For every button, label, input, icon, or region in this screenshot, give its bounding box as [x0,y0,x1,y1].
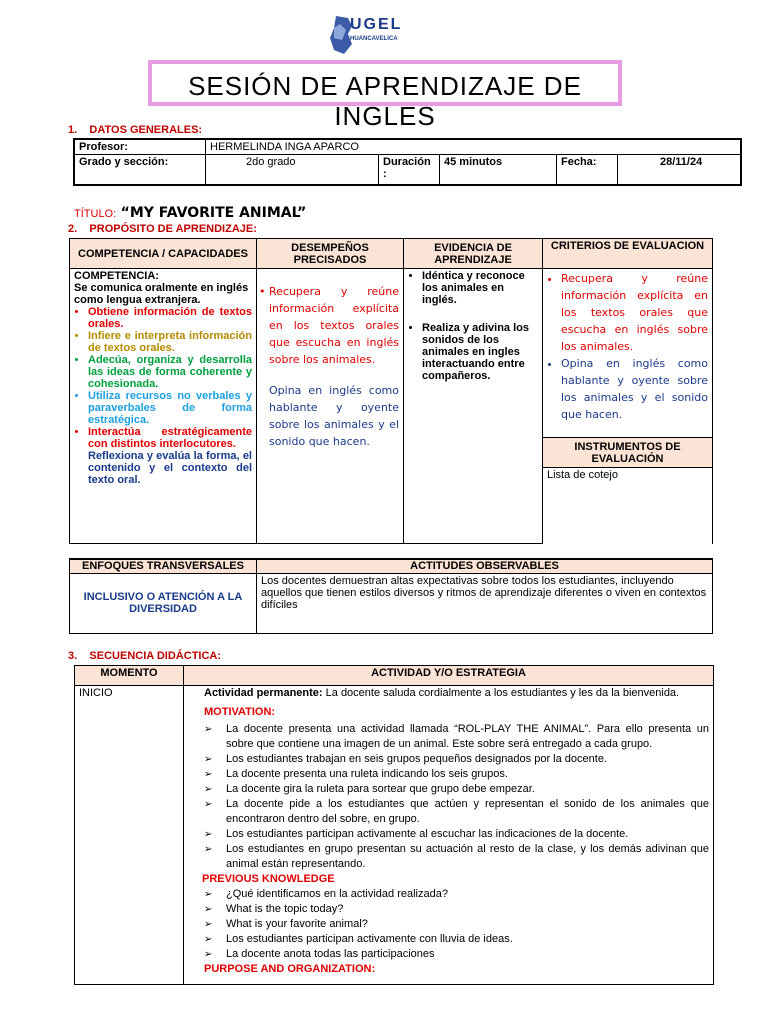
duracion-label: Duración : [379,155,440,185]
criterio-item: • Recupera y reúne información explícita en los textos orales que escucha en inglés sobre los animales. [561,270,708,355]
capacidades-list [74,306,252,450]
motivation-item: ➢ La docente pide a los estudiantes que actúen y representan el sonido de los animales que encontraron dentro del sobre, en grupo. [204,798,709,825]
header-instrumentos: INSTRUMENTOS DE EVALUACIÓN [543,438,713,468]
previous-item: ➢ La docente anota todas las participaciones [204,948,435,960]
grado-value: 2do grado [206,155,379,185]
actitud-value: Los docentes demuestran altas expectativas sobre todos los estudiantes, incluyendo aquellos que tienen estilos diversos y ritmos de aprendizaje diferentes o viven en contextos difíciles [257,573,713,633]
instrumentos-value: Lista de cotejo [543,468,713,544]
heading-text: DATOS GENERALES: [89,124,203,136]
criterios-cell [543,269,713,438]
section-proposito-heading [68,223,257,235]
header-actitudes: ACTITUDES OBSERVABLES [257,559,713,573]
previous-label: PREVIOUS KNOWLEDGE [202,873,335,885]
evidencia-item: • Realiza y adivina los sonidos de los animales en ingles interactuando entre compañeros. [422,322,538,382]
previous-item: ➢ ¿Qué identificamos en la actividad realizada? [204,888,448,900]
motivation-item: ➢ Los estudiantes trabajan en seis grupos pequeños designados por la docente. [204,753,607,765]
section-datos-heading [68,124,202,136]
capacidad-item: • Adecúa, organiza y desarrolla las ideas de forma coherente y cohesionada. [88,354,252,390]
title-box [148,60,622,131]
evidencia-item: • Idéntica y reconoce los animales en inglés. [422,270,538,306]
arrow-icon: ➢ [204,904,213,915]
capacidad-item: • Interactúa estratégicamente con distintos interlocutores. [88,426,252,450]
arrow-icon: ➢ [204,844,213,855]
enfoque-value: INCLUSIVO O ATENCIÓN A LA DIVERSIDAD [70,573,257,633]
fecha-label: Fecha: [557,155,618,185]
page-title: SESIÓN DE APRENDIZAJE DE INGLES [188,71,582,131]
header-desempenos: DESEMPEÑOS PRECISADOS [257,239,404,269]
criterios-list [547,270,708,423]
arrow-icon: ➢ [204,724,213,735]
capacidad-item: • Obtiene información de textos orales. [88,306,252,330]
heading-text: PROPÓSITO DE APRENDIZAJE: [89,223,257,235]
enfoques-table [69,558,713,634]
criterio-item: • Opina en inglés como hablante y oyente sobre los animales y el sonido que hacen. [561,355,708,423]
arrow-icon: ➢ [204,769,213,780]
heading-number: 2. [68,223,78,235]
previous-item: ➢ Los estudiantes participan activamente con lluvia de ideas. [204,933,513,945]
arrow-icon: ➢ [204,919,213,930]
permanente-line: Actividad permanente: La docente saluda cordialmente a los estudiantes y les da la bienvenida. [204,687,680,699]
heading-number: 3. [68,650,78,662]
motivation-item: ➢ La docente gira la ruleta para sortear que grupo debe empezar. [204,783,535,795]
capacidad-last: Reflexiona y evalúa la forma, el contenido y el contexto del texto oral. [88,450,252,486]
titulo-label: TÍTULO: [74,208,117,220]
desempeno-item: Opina en inglés como hablante y oyente sobre los animales y el sonido que hacen. [269,384,399,448]
ugel-logo [326,14,408,56]
desempeno-item: • Recupera y reúne información explícita en los textos orales que escucha en inglés sobre los animales. [259,285,399,366]
motivation-item: ➢ La docente presenta una ruleta indicando los seis grupos. [204,768,508,780]
previous-item: ➢ What is the topic today? [204,903,344,915]
titulo-value: “MY FAVORITE ANIMAL” [120,205,307,221]
profesor-label: Profesor: [74,139,206,155]
datos-table [73,138,742,186]
evidencia-cell [404,269,543,544]
logo-subtext: HUANCAVELICA [350,36,398,42]
header-actividad: ACTIVIDAD Y/O ESTRATEGIA [184,666,714,686]
grado-label: Grado y sección: [74,155,206,185]
evidencias-list [408,270,538,382]
duracion-value: 45 minutos [440,155,557,185]
header-competencia: COMPETENCIA / CAPACIDADES [70,239,257,269]
motivation-item: ➢ La docente presenta una actividad llamada “ROL-PLAY THE ANIMAL”. Para ello presenta un sobre que contiene una imagen de un animal. Este sobre será entregado a cada grupo. [204,723,709,750]
arrow-icon: ➢ [204,754,213,765]
motivation-item: ➢ Los estudiantes en grupo presentan su actuación al resto de la clase, y los demás adivinan que animal están representando. [204,843,709,870]
proposito-table [69,238,713,544]
header-enfoques: ENFOQUES TRANSVERSALES [70,559,257,573]
desempenos-list [261,283,399,450]
header-criterios: CRITERIOS DE EVALUACION [543,239,713,269]
header-evidencia: EVIDENCIA DE APRENDIZAJE [404,239,543,269]
motivation-item: ➢ Los estudiantes participan activamente al escuchar las indicaciones de la docente. [204,828,629,840]
arrow-icon: ➢ [204,889,213,900]
capacidad-item: • Utiliza recursos no verbales y paraverbales de forma estratégica. [88,390,252,426]
secuencia-table [74,665,714,985]
desempenos-cell [257,269,404,544]
actividad-cell [184,686,714,985]
motivation-list [188,722,709,872]
fecha-value: 28/11/24 [618,155,742,185]
purpose-label: PURPOSE AND ORGANIZATION: [204,963,376,975]
previous-item: ➢ What is your favorite animal? [204,918,368,930]
previous-list [188,887,709,962]
competencia-label: COMPETENCIA: [74,270,159,282]
titulo-line [74,204,306,222]
arrow-icon: ➢ [204,934,213,945]
motivation-label: MOTIVATION: [204,706,276,718]
arrow-icon: ➢ [204,829,213,840]
competencia-cell [70,269,257,544]
profesor-value: HERMELINDA INGA APARCO [206,139,742,155]
arrow-icon: ➢ [204,799,213,810]
heading-text: SECUENCIA DIDÁCTICA: [89,650,222,662]
header-momento: MOMENTO [75,666,184,686]
bullet-icon: • [259,285,266,298]
logo-text: UGEL [350,16,403,33]
heading-number: 1. [68,124,78,136]
arrow-icon: ➢ [204,949,213,960]
arrow-icon: ➢ [204,784,213,795]
section-secuencia-heading [68,650,221,662]
momento-value: INICIO [75,686,184,985]
capacidad-item: • Infiere e interpreta información de textos orales. [88,330,252,354]
competencia-text: Se comunica oralmente en inglés como lengua extranjera. [74,282,249,306]
